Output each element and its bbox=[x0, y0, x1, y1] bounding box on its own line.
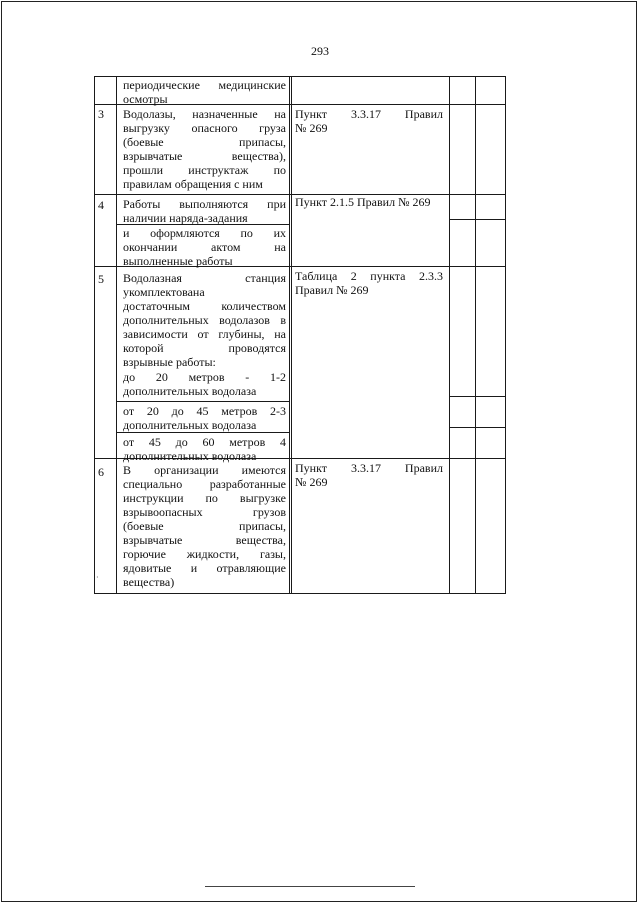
requirement-cell bbox=[123, 226, 286, 268]
requirement-cell bbox=[123, 107, 286, 191]
requirement-line: (боевые припасы, bbox=[123, 135, 286, 149]
requirement-line: до 20 метров - 1-2 bbox=[123, 370, 286, 384]
table-rule bbox=[505, 76, 506, 594]
requirement-cell bbox=[123, 197, 286, 225]
table-rule bbox=[116, 76, 117, 594]
reference-cell bbox=[295, 107, 443, 135]
table-rule bbox=[475, 76, 476, 594]
requirement-line: дополнительных водолаза bbox=[123, 384, 257, 398]
requirement-line: В организации имеются bbox=[123, 463, 286, 477]
requirement-line: Водолазная станция bbox=[123, 271, 286, 285]
page-number: 293 bbox=[311, 44, 329, 58]
requirement-line: взрывные работы: bbox=[123, 355, 216, 369]
row-number: 6 bbox=[98, 465, 104, 479]
requirement-line: дополнительных водолаза bbox=[123, 449, 257, 463]
requirement-line: специально разработанные bbox=[123, 477, 286, 491]
reference-line: Пункт 3.3.17 Правил bbox=[295, 107, 443, 121]
requirement-line: прошли инструктаж по bbox=[123, 163, 286, 177]
requirement-line: периодические медицинские bbox=[123, 78, 286, 92]
reference-line: Правил № 269 bbox=[295, 283, 369, 297]
requirement-line: выгрузку опасного груза bbox=[123, 121, 286, 135]
table-rule bbox=[291, 76, 292, 594]
requirement-line: Водолазы, назначенные на bbox=[123, 107, 286, 121]
scan-mark: · bbox=[96, 573, 99, 582]
requirement-line: вещества) bbox=[123, 575, 175, 589]
requirement-line: взрывчатые вещества, bbox=[123, 533, 286, 547]
requirement-cell bbox=[123, 435, 286, 463]
requirement-line: укомплектована bbox=[123, 285, 205, 299]
requirement-line: (боевые припасы, bbox=[123, 519, 286, 533]
requirement-line: инструкции по выгрузке bbox=[123, 491, 286, 505]
table-rule bbox=[449, 427, 506, 428]
reference-line: № 269 bbox=[295, 475, 328, 489]
requirement-line: которой проводятся bbox=[123, 341, 286, 355]
requirement-line: окончании актом на bbox=[123, 240, 286, 254]
table-rule bbox=[449, 76, 450, 594]
table-rule bbox=[449, 219, 506, 220]
table-rule bbox=[289, 76, 290, 594]
row-number: 4 bbox=[98, 198, 104, 212]
reference-cell bbox=[295, 461, 443, 489]
requirement-line: дополнительных водолазов в bbox=[123, 313, 286, 327]
requirement-line: горючие жидкости, газы, bbox=[123, 547, 286, 561]
reference-line: Таблица 2 пункта 2.3.3 bbox=[295, 269, 443, 283]
requirement-line: осмотры bbox=[123, 92, 168, 106]
requirement-line: от 45 до 60 метров 4 bbox=[123, 435, 286, 449]
requirement-line: дополнительных водолаза bbox=[123, 418, 257, 432]
requirement-cell bbox=[123, 78, 286, 106]
requirement-line: Работы выполняются при bbox=[123, 197, 286, 211]
table-rule bbox=[117, 401, 290, 402]
requirement-line: ядовитые и отравляющие bbox=[123, 561, 286, 575]
requirement-cell bbox=[123, 271, 286, 398]
requirement-line: и оформляются по их bbox=[123, 226, 286, 240]
table-rule bbox=[94, 76, 506, 77]
requirement-line: от 20 до 45 метров 2-3 bbox=[123, 404, 286, 418]
requirement-line: выполненные работы bbox=[123, 254, 233, 268]
reference-line: Пункт 3.3.17 Правил bbox=[295, 461, 443, 475]
table-rule bbox=[94, 76, 95, 594]
requirement-cell bbox=[123, 463, 286, 589]
row-number: 3 bbox=[98, 107, 104, 121]
footer-rule bbox=[205, 886, 415, 887]
requirement-line: достаточным количеством bbox=[123, 299, 286, 313]
requirement-line: взрывчатые вещества), bbox=[123, 149, 286, 163]
table-rule bbox=[94, 593, 506, 594]
requirement-cell bbox=[123, 404, 286, 432]
reference-cell bbox=[295, 195, 443, 209]
reference-line: Пункт 2.1.5 Правил № 269 bbox=[295, 195, 431, 209]
table-rule bbox=[449, 396, 506, 397]
table-rule bbox=[117, 432, 290, 433]
reference-line: № 269 bbox=[295, 121, 328, 135]
requirement-line: наличии наряда-задания bbox=[123, 211, 248, 225]
requirement-line: взрывоопасных грузов bbox=[123, 505, 286, 519]
requirement-line: правилам обращения с ним bbox=[123, 177, 263, 191]
reference-cell bbox=[295, 269, 443, 297]
row-number: 5 bbox=[98, 272, 104, 286]
requirement-line: зависимости от глубины, на bbox=[123, 327, 286, 341]
